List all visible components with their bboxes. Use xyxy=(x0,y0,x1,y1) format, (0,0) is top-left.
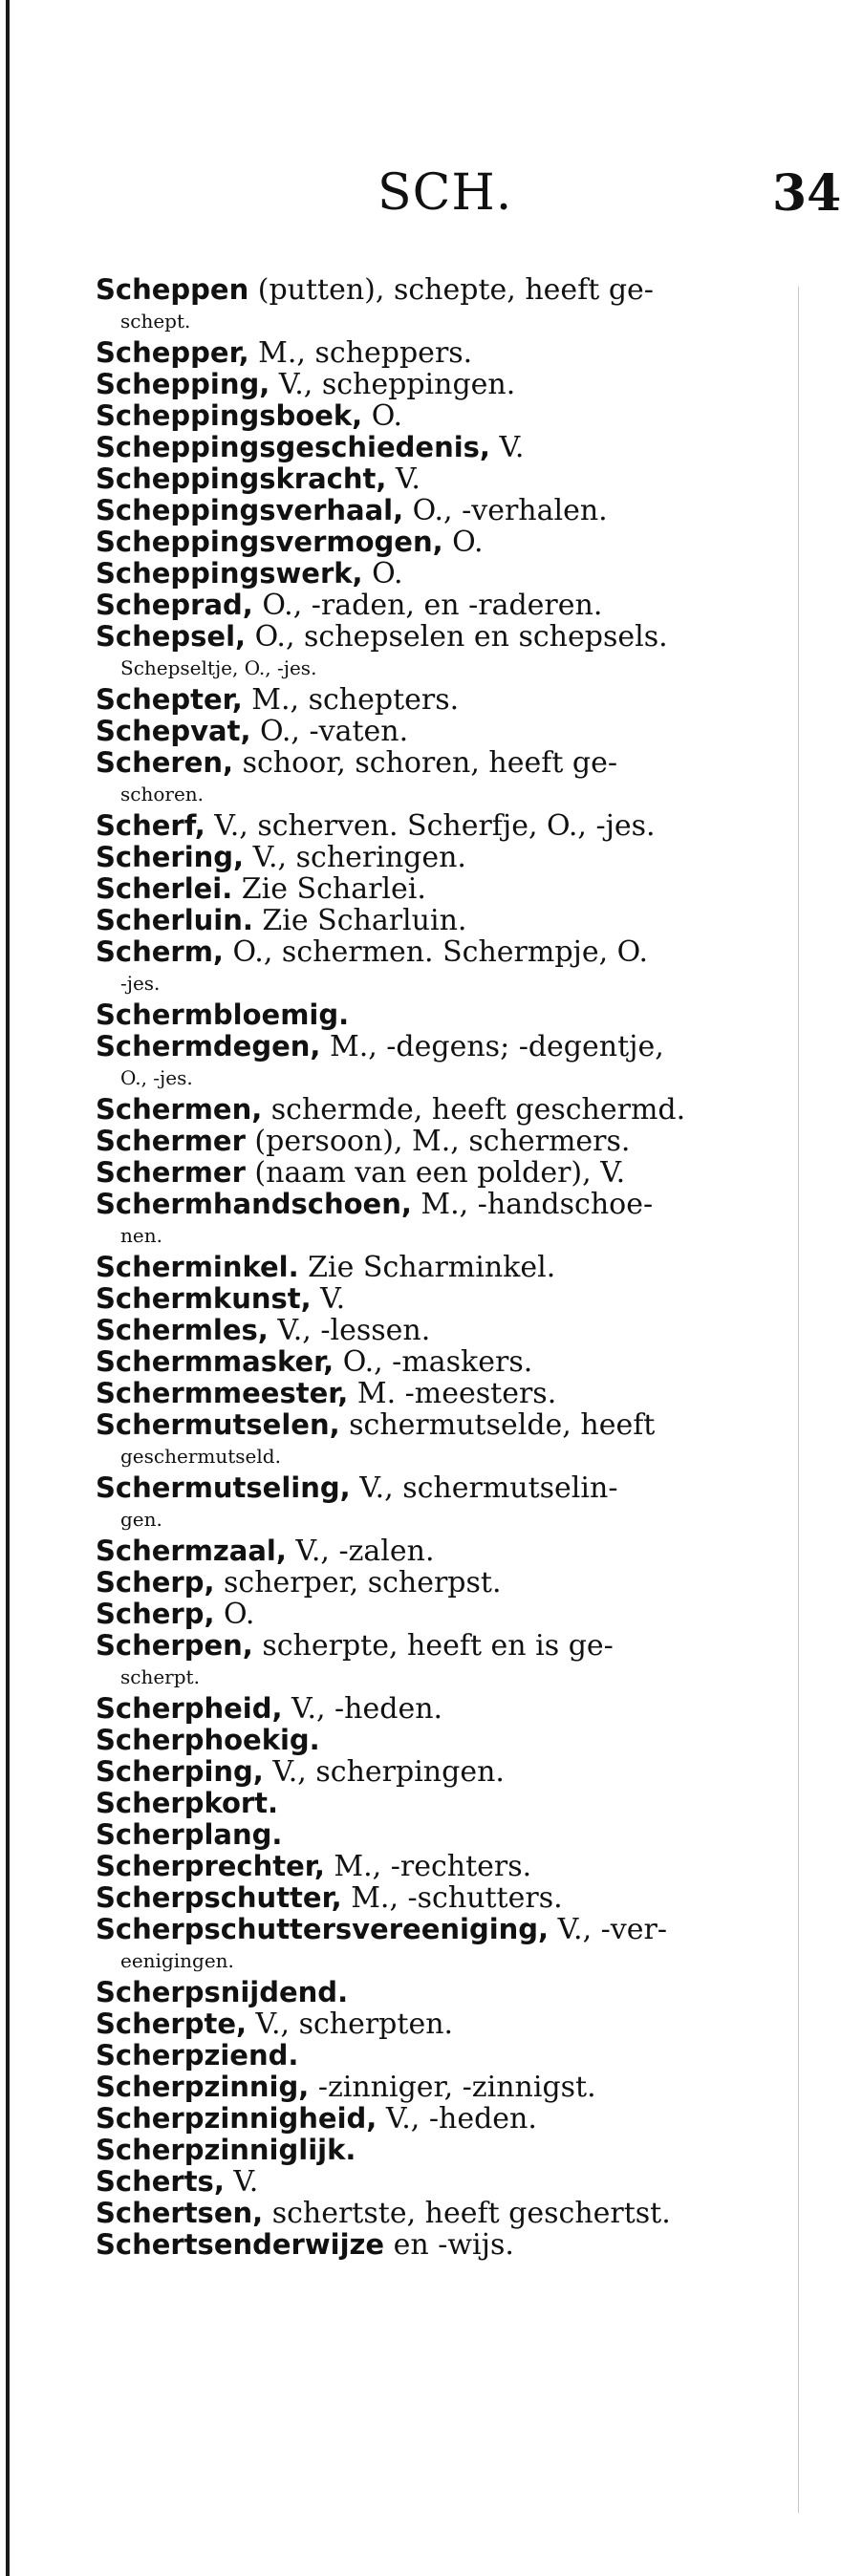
headword: Scheppen xyxy=(96,273,249,306)
dictionary-entry xyxy=(96,842,779,873)
entry-definition: M., -degens; -degentje, xyxy=(320,1030,664,1063)
entry-definition: V., -heden. xyxy=(377,2102,537,2136)
headword: Scherm, xyxy=(96,935,224,968)
entry-first-line xyxy=(96,905,779,936)
dictionary-entry xyxy=(96,905,779,936)
entry-definition: V., -lessen. xyxy=(268,1314,431,1347)
dictionary-entry xyxy=(96,1851,779,1882)
dictionary-entry xyxy=(96,463,779,495)
entry-first-line xyxy=(96,842,779,873)
dictionary-entry xyxy=(96,1252,779,1283)
dictionary-entry xyxy=(96,1283,779,1315)
entry-definition: O., schepselen en schepsels. xyxy=(246,620,668,654)
entry-continuation: scherpt. xyxy=(120,1665,200,1688)
entry-first-line xyxy=(96,1409,779,1441)
headword: Scherp, xyxy=(96,1598,215,1630)
entry-first-line xyxy=(96,337,779,369)
headword: Schermmeester, xyxy=(96,1377,349,1409)
dictionary-entry xyxy=(96,684,779,716)
headword: Scheppingsvermogen, xyxy=(96,526,443,558)
dictionary-entry xyxy=(96,1126,779,1157)
entry-definition: scherpte, heeft en is ge- xyxy=(252,1629,614,1663)
dictionary-entry xyxy=(96,1567,779,1599)
entry-first-line xyxy=(96,1094,779,1126)
entry-first-line xyxy=(96,2166,779,2198)
headword: Schermhandschoen, xyxy=(96,1188,412,1220)
running-head: SCH. xyxy=(377,164,513,222)
entry-definition: Zie Scharluin. xyxy=(252,904,467,937)
entry-first-line xyxy=(96,1189,779,1220)
entry-definition: M., schepters. xyxy=(242,683,460,717)
entry-definition: Zie Scharlei. xyxy=(232,872,426,906)
entry-first-line xyxy=(96,936,779,968)
dictionary-entry xyxy=(96,1599,779,1630)
headword: Schermutseling, xyxy=(96,1471,351,1504)
headword: Scherpsnijdend. xyxy=(96,1976,349,2008)
entry-first-line xyxy=(96,621,779,653)
dictionary-entry xyxy=(96,873,779,905)
dictionary-entry xyxy=(96,1315,779,1346)
headword: Scherpzinnigheid, xyxy=(96,2102,377,2135)
dictionary-entry xyxy=(96,2229,779,2261)
headword: Schermzaal, xyxy=(96,1535,287,1567)
entry-definition: V., scherven. Scherfje, O., -jes. xyxy=(205,809,656,843)
entry-first-line xyxy=(96,463,779,495)
headword: Schermles, xyxy=(96,1314,269,1346)
headword: Schepsel, xyxy=(96,620,247,653)
entry-first-line xyxy=(96,558,779,590)
headword: Schermmasker, xyxy=(96,1345,334,1378)
entry-first-line xyxy=(96,684,779,716)
entry-definition: en -wijs. xyxy=(384,2228,514,2262)
headword: Scherpheid, xyxy=(96,1692,283,1725)
entry-first-line xyxy=(96,716,779,747)
entry-definition: V., -ver- xyxy=(549,1913,667,1946)
entry-continuation: -jes. xyxy=(120,972,161,995)
entry-definition: (naam van een polder), V. xyxy=(245,1156,626,1190)
dictionary-entry xyxy=(96,1788,779,1819)
dictionary-entry xyxy=(96,1819,779,1851)
dictionary-entry xyxy=(96,369,779,400)
dictionary-entry xyxy=(96,1725,779,1756)
entry-definition: M., -rechters. xyxy=(324,1850,532,1883)
headword: Scheppingsverhaal, xyxy=(96,494,404,526)
entry-first-line xyxy=(96,2198,779,2229)
entry-definition: O., -maskers. xyxy=(334,1345,533,1379)
headword: Scherpzinnig, xyxy=(96,2071,310,2103)
entry-continuation: O., -jes. xyxy=(120,1066,193,1089)
entry-definition: O. xyxy=(362,399,403,433)
headword: Scherpziend. xyxy=(96,2039,299,2072)
entry-definition: M. -meesters. xyxy=(348,1377,557,1410)
dictionary-entry xyxy=(96,1977,779,2008)
headword: Schepter, xyxy=(96,683,243,716)
headword: Schermkunst, xyxy=(96,1282,312,1315)
headword: Scherpen, xyxy=(96,1629,253,1662)
entry-continuation: eenigingen. xyxy=(120,1949,234,1972)
entry-continuation: nen. xyxy=(120,1224,162,1247)
headword: Scherphoekig. xyxy=(96,1724,320,1756)
headword: Schepper, xyxy=(96,336,249,369)
dictionary-entry xyxy=(96,2135,779,2166)
entry-first-line xyxy=(96,1567,779,1599)
headword: Schermen, xyxy=(96,1093,263,1126)
headword: Schepvat, xyxy=(96,715,251,747)
entry-first-line xyxy=(96,526,779,558)
entry-first-line xyxy=(96,1315,779,1346)
dictionary-entry xyxy=(96,1031,779,1094)
headword: Schepping, xyxy=(96,368,270,400)
entry-first-line xyxy=(96,2072,779,2103)
headword: Scheppingskracht, xyxy=(96,462,387,495)
headword: Schering, xyxy=(96,841,245,873)
dictionary-entry xyxy=(96,400,779,432)
dictionary-entry xyxy=(96,1409,779,1472)
entry-continuation: schept. xyxy=(120,310,191,333)
entry-first-line xyxy=(96,1725,779,1756)
entry-first-line xyxy=(96,999,779,1031)
entry-definition: (persoon), M., schermers. xyxy=(245,1125,631,1158)
dictionary-entry xyxy=(96,1189,779,1252)
dictionary-entry xyxy=(96,999,779,1031)
headword: Schermer xyxy=(96,1156,246,1189)
entry-continuation: geschermutseld. xyxy=(120,1445,281,1468)
headword: Schertsen, xyxy=(96,2197,264,2229)
headword: Scherluin. xyxy=(96,904,253,936)
entry-definition: M., -schutters. xyxy=(341,1881,563,1915)
dictionary-entry xyxy=(96,1157,779,1189)
entry-first-line xyxy=(96,274,779,306)
dictionary-entry xyxy=(96,590,779,621)
headword: Scherpkort. xyxy=(96,1787,279,1819)
headword: Schermdegen, xyxy=(96,1030,321,1063)
dictionary-entry xyxy=(96,1756,779,1788)
dictionary-entry xyxy=(96,1882,779,1914)
headword: Schertsenderwijze xyxy=(96,2228,385,2261)
headword: Scherpte, xyxy=(96,2007,247,2040)
dictionary-entry xyxy=(96,1630,779,1693)
entry-definition: M., -handschoe- xyxy=(411,1188,654,1221)
entry-definition: V. xyxy=(311,1282,346,1316)
headword: Scherping, xyxy=(96,1755,264,1788)
entry-definition: schermutselde, heeft xyxy=(339,1408,656,1442)
dictionary-entry xyxy=(96,2166,779,2198)
dictionary-entry xyxy=(96,747,779,810)
entry-definition: schermde, heeft geschermd. xyxy=(262,1093,686,1127)
entry-first-line xyxy=(96,747,779,779)
entry-first-line xyxy=(96,2008,779,2040)
headword: Scherlei. xyxy=(96,872,233,905)
dictionary-entry xyxy=(96,526,779,558)
dictionary-entry xyxy=(96,432,779,463)
entry-first-line xyxy=(96,1630,779,1662)
headword: Scherplang. xyxy=(96,1818,283,1851)
headword: Scherp, xyxy=(96,1566,215,1599)
entry-first-line xyxy=(96,1283,779,1315)
headword: Schermer xyxy=(96,1125,246,1157)
dictionary-entry xyxy=(96,337,779,369)
entry-first-line xyxy=(96,810,779,842)
headword: Scheppingswerk, xyxy=(96,557,363,590)
entry-definition: V., scherpten. xyxy=(247,2007,454,2041)
column-rule xyxy=(798,287,799,2513)
entry-first-line xyxy=(96,2229,779,2261)
entry-definition: O. xyxy=(362,557,403,590)
dictionary-entry xyxy=(96,2103,779,2135)
page-number: 34 xyxy=(772,164,841,223)
entry-definition: V., scheringen. xyxy=(244,841,466,874)
entry-definition: O., schermen. Schermpje, O. xyxy=(223,935,649,969)
entry-first-line xyxy=(96,1977,779,2008)
entry-first-line xyxy=(96,1819,779,1851)
dictionary-entry xyxy=(96,1693,779,1725)
headword: Schermutselen, xyxy=(96,1408,340,1441)
entry-definition: -zinniger, -zinnigst. xyxy=(309,2071,596,2104)
entry-first-line xyxy=(96,400,779,432)
headword: Scherpzinniglijk. xyxy=(96,2134,356,2166)
entry-definition: O. xyxy=(214,1598,255,1631)
dictionary-entry xyxy=(96,2072,779,2103)
entry-definition: V., scherpingen. xyxy=(263,1755,505,1789)
entry-first-line xyxy=(96,2135,779,2166)
dictionary-entry xyxy=(96,936,779,999)
entry-first-line xyxy=(96,1851,779,1882)
entry-first-line xyxy=(96,590,779,621)
dictionary-entries xyxy=(96,274,779,2261)
entry-first-line xyxy=(96,1126,779,1157)
entry-first-line xyxy=(96,873,779,905)
dictionary-entry xyxy=(96,2008,779,2040)
entry-first-line xyxy=(96,1599,779,1630)
entry-definition: O., -vaten. xyxy=(250,715,409,748)
entry-definition: V. xyxy=(489,431,525,464)
headword: Scherpschuttersvereeniging, xyxy=(96,1913,550,1945)
entry-definition: V. xyxy=(386,462,420,496)
headword: Schermbloemig. xyxy=(96,998,350,1031)
entry-first-line xyxy=(96,1472,779,1504)
headword: Scherpschutter, xyxy=(96,1881,342,1914)
dictionary-entry xyxy=(96,716,779,747)
dictionary-entry xyxy=(96,1472,779,1535)
headword: Scheppingsgeschiedenis, xyxy=(96,431,490,463)
entry-definition: O. xyxy=(442,526,484,559)
dictionary-entry xyxy=(96,1346,779,1378)
entry-continuation: schoren. xyxy=(120,783,205,805)
entry-definition: V., -heden. xyxy=(282,1692,443,1726)
entry-first-line xyxy=(96,432,779,463)
entry-first-line xyxy=(96,369,779,400)
dictionary-entry xyxy=(96,1378,779,1409)
dictionary-entry xyxy=(96,558,779,590)
dictionary-entry xyxy=(96,1094,779,1126)
dictionary-entry xyxy=(96,495,779,526)
dictionary-entry xyxy=(96,1914,779,1977)
entry-first-line xyxy=(96,1157,779,1189)
entry-definition: V., -zalen. xyxy=(286,1535,435,1568)
entry-definition: O., -verhalen. xyxy=(403,494,608,527)
headword: Scherminkel. xyxy=(96,1251,299,1283)
entry-definition: scherper, scherpst. xyxy=(214,1566,502,1599)
entry-definition: V., schermutselin- xyxy=(350,1471,618,1505)
entry-definition: schertste, heeft geschertst. xyxy=(263,2197,671,2230)
entry-first-line xyxy=(96,495,779,526)
entry-first-line xyxy=(96,1756,779,1788)
entry-definition: (putten), schepte, heeft ge- xyxy=(248,273,654,307)
headword: Scherf, xyxy=(96,809,205,842)
entry-continuation: gen. xyxy=(120,1508,162,1531)
dictionary-entry xyxy=(96,274,779,337)
entry-definition: Zie Scharminkel. xyxy=(298,1251,556,1284)
entry-definition: M., scheppers. xyxy=(248,336,473,370)
headword: Scheren, xyxy=(96,746,234,779)
entry-first-line xyxy=(96,2040,779,2072)
headword: Scherprechter, xyxy=(96,1850,325,1882)
entry-first-line xyxy=(96,1346,779,1378)
entry-definition: V., scheppingen. xyxy=(270,368,516,401)
headword: Scheppingsboek, xyxy=(96,399,363,432)
entry-first-line xyxy=(96,2103,779,2135)
entry-first-line xyxy=(96,1914,779,1945)
entry-first-line xyxy=(96,1252,779,1283)
entry-first-line xyxy=(96,1788,779,1819)
dictionary-entry xyxy=(96,2040,779,2072)
dictionary-entry xyxy=(96,621,779,684)
dictionary-entry xyxy=(96,2198,779,2229)
headword: Scherts, xyxy=(96,2165,225,2198)
entry-definition: O., -raden, en -raderen. xyxy=(252,589,603,622)
entry-first-line xyxy=(96,1535,779,1567)
entry-first-line xyxy=(96,1693,779,1725)
dictionary-entry xyxy=(96,810,779,842)
entry-first-line xyxy=(96,1882,779,1914)
headword: Scheprad, xyxy=(96,589,253,621)
page-edge-rule xyxy=(6,0,10,2576)
dictionary-entry xyxy=(96,1535,779,1567)
entry-definition: V. xyxy=(224,2165,259,2199)
entry-definition: schoor, schoren, heeft ge- xyxy=(233,746,618,780)
entry-first-line xyxy=(96,1031,779,1063)
entry-continuation: Schepseltje, O., -jes. xyxy=(120,656,317,679)
entry-first-line xyxy=(96,1378,779,1409)
